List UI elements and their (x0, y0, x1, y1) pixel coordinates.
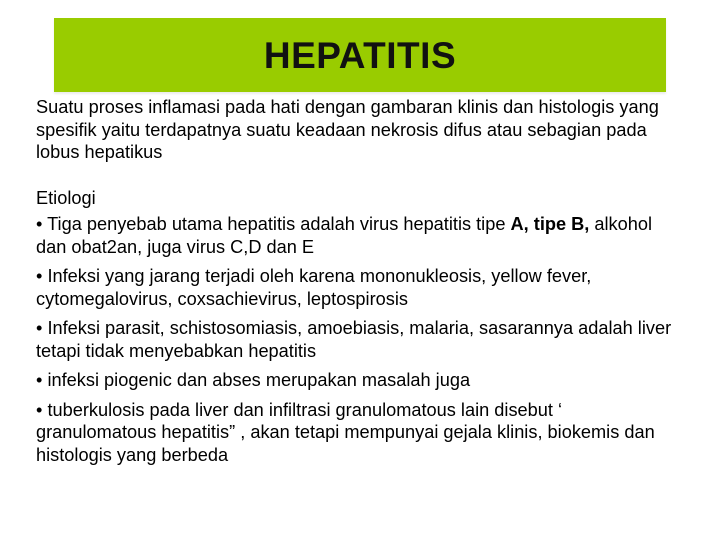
bullet-marker: • (36, 399, 43, 420)
bullet-marker: • (36, 370, 43, 390)
bullet-item (36, 317, 686, 362)
slide-body (36, 96, 686, 473)
bullet-text: Tiga penyebab utama hepatitis adalah virus hepatitis tipe (47, 214, 511, 234)
slide-title: HEPATITIS (263, 35, 457, 76)
bullet-item (36, 265, 686, 310)
bullet-item (36, 369, 686, 392)
bullet-text: infeksi piogenic dan abses merupakan masalah juga (47, 370, 471, 390)
bullet-marker: • (36, 214, 43, 234)
bullet-item (36, 213, 686, 258)
bullet-marker: • (36, 318, 43, 338)
intro-paragraph: Suatu proses inflamasi pada hati dengan gambaran klinis dan histologis yang spesifik yaitu terdapatnya suatu keadaan nekrosis difus atau sebagian pada lobus hepatikus (36, 97, 659, 162)
bullet-marker: • (36, 266, 43, 286)
bullet-text: tuberkulosis pada liver dan infiltrasi granulomatous lain disebut ‘ granulomatous hepatitis” , akan tetapi mempunyai gejala klinis, biokemis dan histologis yang berbeda (36, 399, 655, 465)
bullet-text-bold: A, tipe B, (510, 214, 590, 234)
bullet-text: Infeksi parasit, schistosomiasis, amoebiasis, malaria, sasarannya adalah liver tetapi tidak menyebabkan hepatitis (36, 318, 672, 361)
bullet-item (36, 399, 686, 467)
title-banner (54, 18, 666, 92)
bullet-text: Infeksi yang jarang terjadi oleh karena mononukleosis, yellow fever, cytomegalovirus, coxsachievirus, leptospirosis (36, 266, 592, 309)
bullet-text: alkohol dan obat2an, juga virus C,D dan E (36, 214, 653, 257)
etiologi-heading: Etiologi (36, 187, 96, 208)
